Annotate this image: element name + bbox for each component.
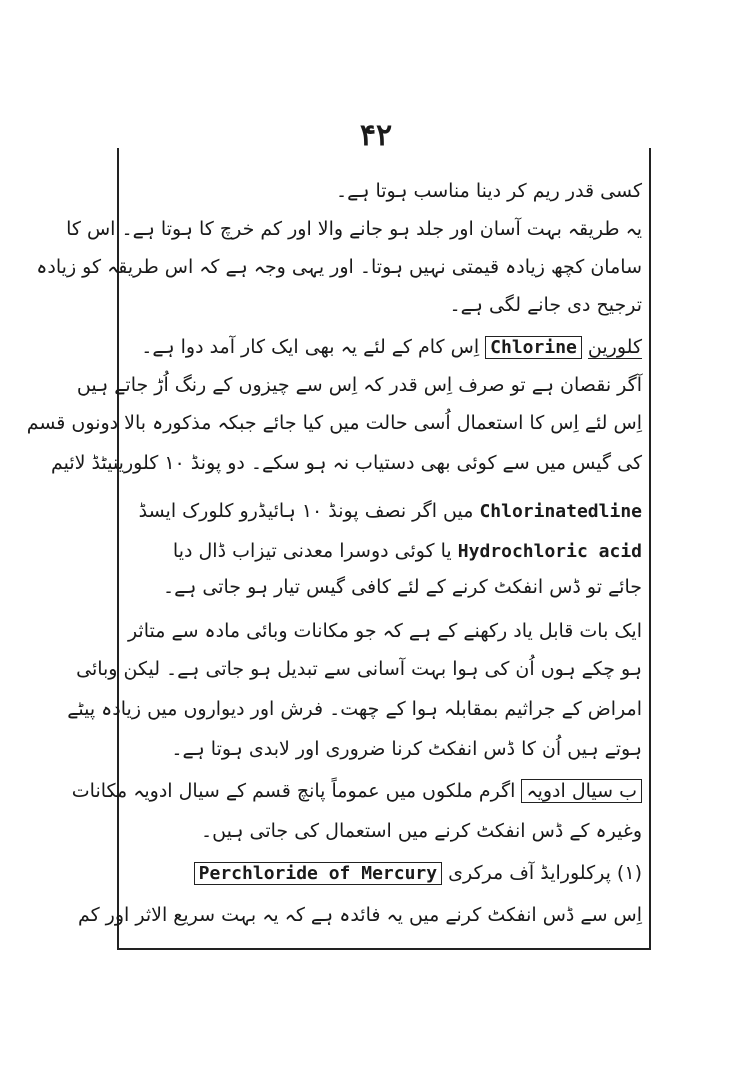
text-line: سامان کچھ زیادہ قیمتی نہیں ہوتا۔ اور یہی وجہ ہے کہ اس طریقہ کو زیادہ (36, 256, 642, 278)
page-frame-bottom-rule (117, 948, 651, 950)
perchloride-heading-line (124, 854, 642, 892)
text-line: ہو چکے ہوں اُن کی ہوا بہت آسانی سے تبدیل ہو جاتی ہے۔ لیکن وبائی (76, 658, 642, 680)
text-line: آگر نقصان ہے تو صرف اِس قدر کہ اِس سے چیزوں کے رنگ اُڑ جاتے ہیں (76, 374, 642, 396)
chlorine-heading-line (124, 328, 642, 366)
chlorine-text: اِس کام کے لئے یہ بھی ایک کار آمد دوا ہے۔ (141, 336, 480, 358)
text-line: اِس لئے اِس کا استعمال اُسی حالت میں کیا جائے جبکہ مذکورہ بالا دونوں قسم (26, 412, 642, 434)
text-line: کی گیس میں سے کوئی بھی دستیاب نہ ہو سکے۔ دو پونڈ ۱۰ کلورینیٹڈ لائیم (50, 452, 642, 474)
perchloride-english-term: Perchloride of Mercury (194, 862, 442, 885)
text-line: وغیرہ کے ڈس انفکٹ کرنے میں استعمال کی جاتی ہیں۔ (201, 820, 642, 842)
liquid-section-text: اگرم ملکوں میں عموماً پانچ قسم کے سیال ادویہ مکانات (71, 780, 516, 802)
liquid-section-line (71, 772, 642, 810)
chlorinated-lime-text: میں اگر نصف پونڈ ۱۰ ہائیڈرو کلورک ایسڈ (138, 500, 474, 522)
text-line: اِس سے ڈس انفکٹ کرنے میں یہ فائدہ ہے کہ یہ بہت سریع الاثر اور کم (77, 904, 642, 926)
chlorinated-lime-english-term: Chlorinatedline (479, 501, 642, 522)
text-line: جائے تو ڈس انفکٹ کرنے کے لئے کافی گیس تیار ہو جاتی ہے۔ (162, 576, 642, 598)
text-line: ہوتے ہیں اُن کا ڈس انفکٹ کرنا ضروری اور لابدی ہوتا ہے۔ (171, 738, 642, 760)
chlorine-english-term: Chlorine (485, 336, 582, 359)
text-line: یہ طریقہ بہت آسان اور جلد ہو جانے والا اور کم خرچ کا ہوتا ہے۔ اس کا (66, 218, 642, 240)
text-line: امراض کے جراثیم بمقابلہ ہوا کے چھت۔ فرش اور دیواروں میں زیادہ پیٹے (67, 698, 642, 720)
page-number: ۴۲ (359, 118, 393, 153)
perchloride-label: (۱) پرکلورایڈ آف مرکری (448, 862, 642, 884)
chlorinated-lime-line (124, 492, 642, 530)
text-line: ترجیح دی جانے لگی ہے۔ (449, 294, 642, 316)
text-line: کسی قدر ریم کر دینا مناسب ہوتا ہے۔ (336, 180, 642, 202)
hydrochloric-acid-text: یا کوئی دوسرا معدنی تیزاب ڈال دیا (172, 540, 452, 562)
text-line: ایک بات قابل یاد رکھنے کے ہے کہ جو مکانات وبائی مادہ سے متاثر (127, 620, 642, 642)
liquid-section-label: ب سیال ادویہ (521, 779, 642, 803)
hydrochloric-acid-english-term: Hydrochloric acid (457, 541, 642, 562)
hydrochloric-acid-line (124, 532, 642, 570)
chlorine-label: کلورین (587, 336, 642, 358)
